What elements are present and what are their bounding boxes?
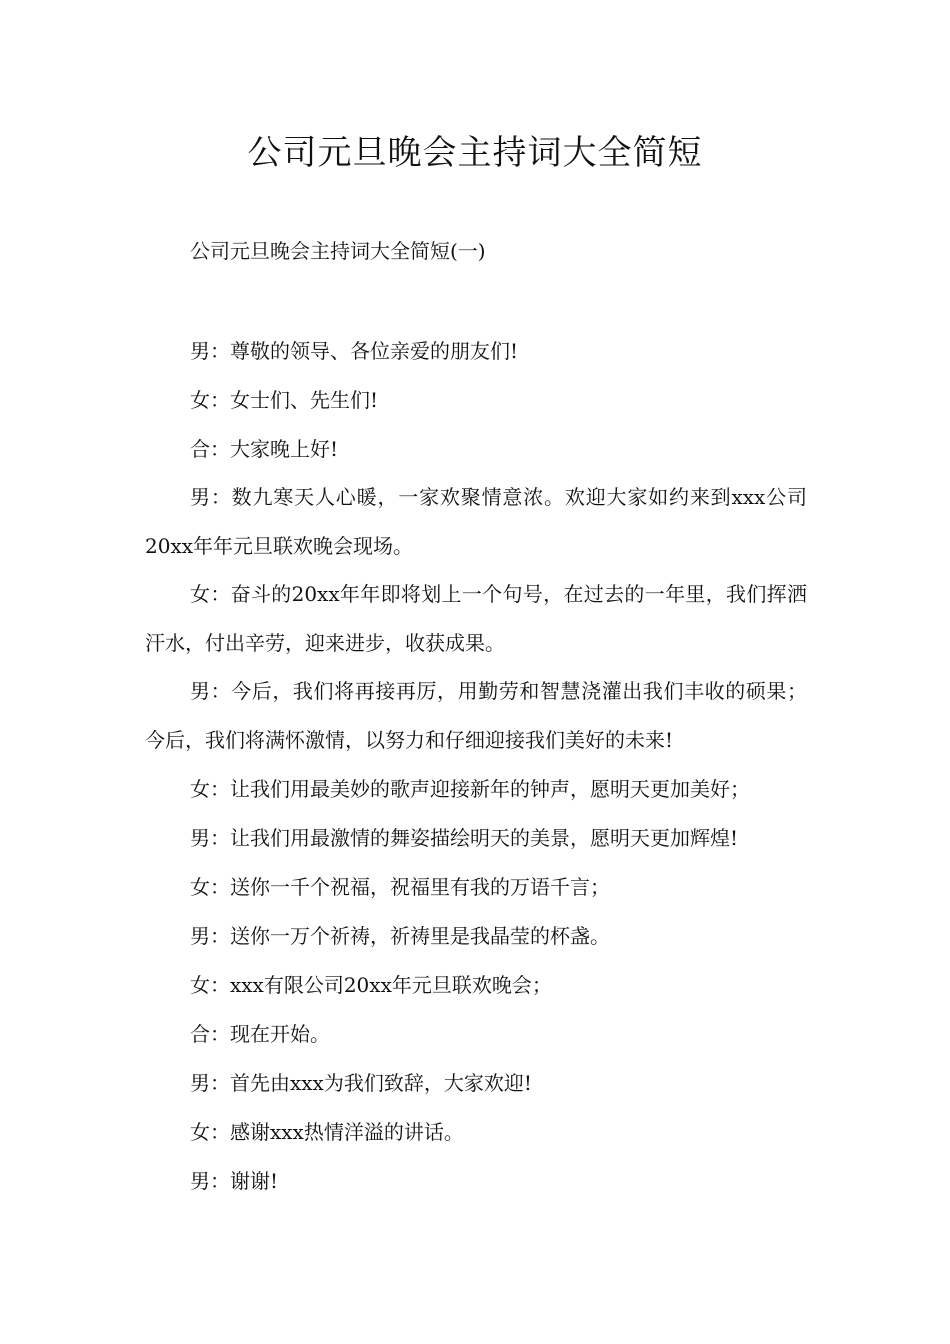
paragraph: 女：奋斗的20xx年年即将划上一个句号，在过去的一年里，我们挥洒汗水，付出辛劳，迎来进步，收获成果。 — [145, 582, 807, 655]
document-title: 公司元旦晚会主持词大全简短 — [247, 133, 703, 173]
document-body — [145, 336, 807, 1215]
paragraph: 男：尊敬的领导、各位亲爱的朋友们! — [190, 339, 519, 363]
paragraph: 合：现在开始。 — [190, 1022, 330, 1046]
paragraph: 女：让我们用最美妙的歌声迎接新年的钟声，愿明天更加美好； — [190, 777, 750, 801]
paragraph: 男：送你一万个祈祷，祈祷里是我晶莹的杯盏。 — [190, 924, 610, 948]
paragraph: 男：今后，我们将再接再厉，用勤劳和智慧浇灌出我们丰收的硕果；今后，我们将满怀激情，以努力和仔细迎接我们美好的未来! — [145, 679, 807, 752]
paragraph: 女：送你一千个祝福，祝福里有我的万语千言； — [190, 875, 610, 899]
paragraph: 男：首先由xxx为我们致辞，大家欢迎! — [190, 1071, 532, 1095]
paragraph: 男：让我们用最激情的舞姿描绘明天的美景，愿明天更加辉煌! — [190, 826, 739, 850]
paragraph: 男：数九寒天人心暖，一家欢聚情意浓。欢迎大家如约来到xxx公司20xx年年元旦联欢晚会现场。 — [145, 485, 807, 558]
paragraph: 女：xxx有限公司20xx年元旦联欢晚会； — [190, 973, 552, 997]
section-subtitle: 公司元旦晚会主持词大全简短(一) — [190, 239, 486, 263]
paragraph: 女：女士们、先生们! — [190, 388, 379, 412]
paragraph: 女：感谢xxx热情洋溢的讲话。 — [190, 1120, 464, 1144]
paragraph: 合：大家晚上好! — [190, 437, 339, 461]
paragraph: 男：谢谢! — [190, 1169, 279, 1193]
